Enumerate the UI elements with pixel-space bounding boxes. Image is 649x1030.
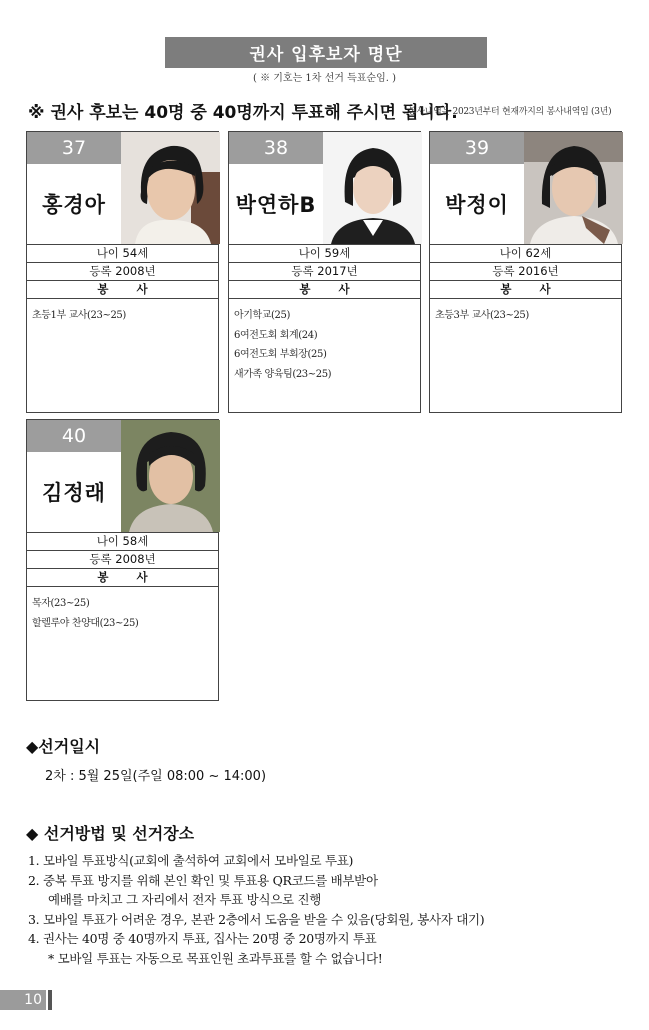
page-title: 권사 입후보자 명단 [165,37,487,68]
voting-notice: ※ 권사 후보는 40명 중 40명까지 투표해 주시면 됩니다. [28,103,458,123]
candidate-number: 37 [27,132,121,164]
candidate-photo [323,132,422,244]
service-label: 봉 사 [229,281,420,299]
candidate-age: 나이 59세 [229,245,420,263]
candidate-number: 39 [430,132,524,164]
candidate-registered: 등록 2016년 [430,263,621,281]
service-list [27,299,218,326]
method-item: 3. 모바일 투표가 어려운 경우, 본관 2층에서 도움을 받을 수 있음(당회원, 봉사자 대기) [28,911,485,927]
candidate-name: 김정래 [42,481,106,505]
service-item: 초등1부 교사(23~25) [32,310,126,321]
candidate-card [26,131,219,413]
service-label: 봉 사 [430,281,621,299]
candidate-name: 홍경아 [42,193,106,217]
candidate-number: 38 [229,132,323,164]
method-item: 예배를 마치고 그 자리에서 전자 투표 방식으로 진행 [48,892,321,907]
candidate-age: 나이 54세 [27,245,218,263]
method-item: * 모바일 투표는 자동으로 목표인원 초과투표를 할 수 없습니다! [48,950,383,966]
subtitle-note: ( ※ 기호는 1차 선거 득표순임. ) [252,73,397,84]
candidate-number: 40 [27,420,121,452]
candidate-photo [121,420,220,532]
election-method-list [28,851,484,968]
candidate-age: 나이 58세 [27,533,218,551]
candidate-card [228,131,421,413]
service-label: 봉 사 [27,569,218,587]
service-list [27,587,218,633]
candidate-registered: 등록 2017년 [229,263,420,281]
service-list [430,299,621,326]
service-item: 초등3부 교사(23~25) [435,310,529,321]
service-item: 6여전도회 회계(24) [234,329,318,341]
candidate-name: 박연하B [235,193,317,217]
service-item: 새가족 양육팀(23~25) [234,368,332,380]
candidate-age: 나이 62세 [430,245,621,263]
method-item: 1. 모바일 투표방식(교회에 출석하여 교회에서 모바일로 투표) [28,853,354,868]
candidate-card [429,131,622,413]
service-item: 6여전도회 부회장(25) [234,349,327,360]
service-item: 할렐루야 찬양대(23~25) [32,617,139,629]
candidate-registered: 등록 2008년 [27,551,218,569]
service-list [229,299,420,384]
candidate-photo [121,132,220,244]
candidate-registered: 등록 2008년 [27,263,218,281]
service-item: 목자(23~25) [32,598,90,609]
page-number: 10 [0,990,46,1010]
method-item: 2. 중복 투표 방지를 위해 본인 확인 및 투표용 QR코드를 배부받아 [28,872,378,888]
method-item: 4. 권사는 40명 중 40명까지 투표, 집사는 20명 중 20명까지 투표 [28,931,377,946]
election-method-heading: ◆ 선거방법 및 선거장소 [26,824,195,843]
service-item: 아기학교(25) [234,310,290,321]
service-period-note: 봉사내역은 2023년부터 현재까지의 봉사내역임 (3년) [408,107,612,117]
election-date-heading: ◆선거일시 [26,737,101,756]
election-date-line: 2차 : 5월 25일(주일 08:00 ~ 14:00) [45,769,267,784]
candidate-name: 박정이 [445,193,509,217]
page-number-mark [48,990,52,1010]
service-label: 봉 사 [27,281,218,299]
candidate-card [26,419,219,701]
candidate-photo [524,132,623,244]
